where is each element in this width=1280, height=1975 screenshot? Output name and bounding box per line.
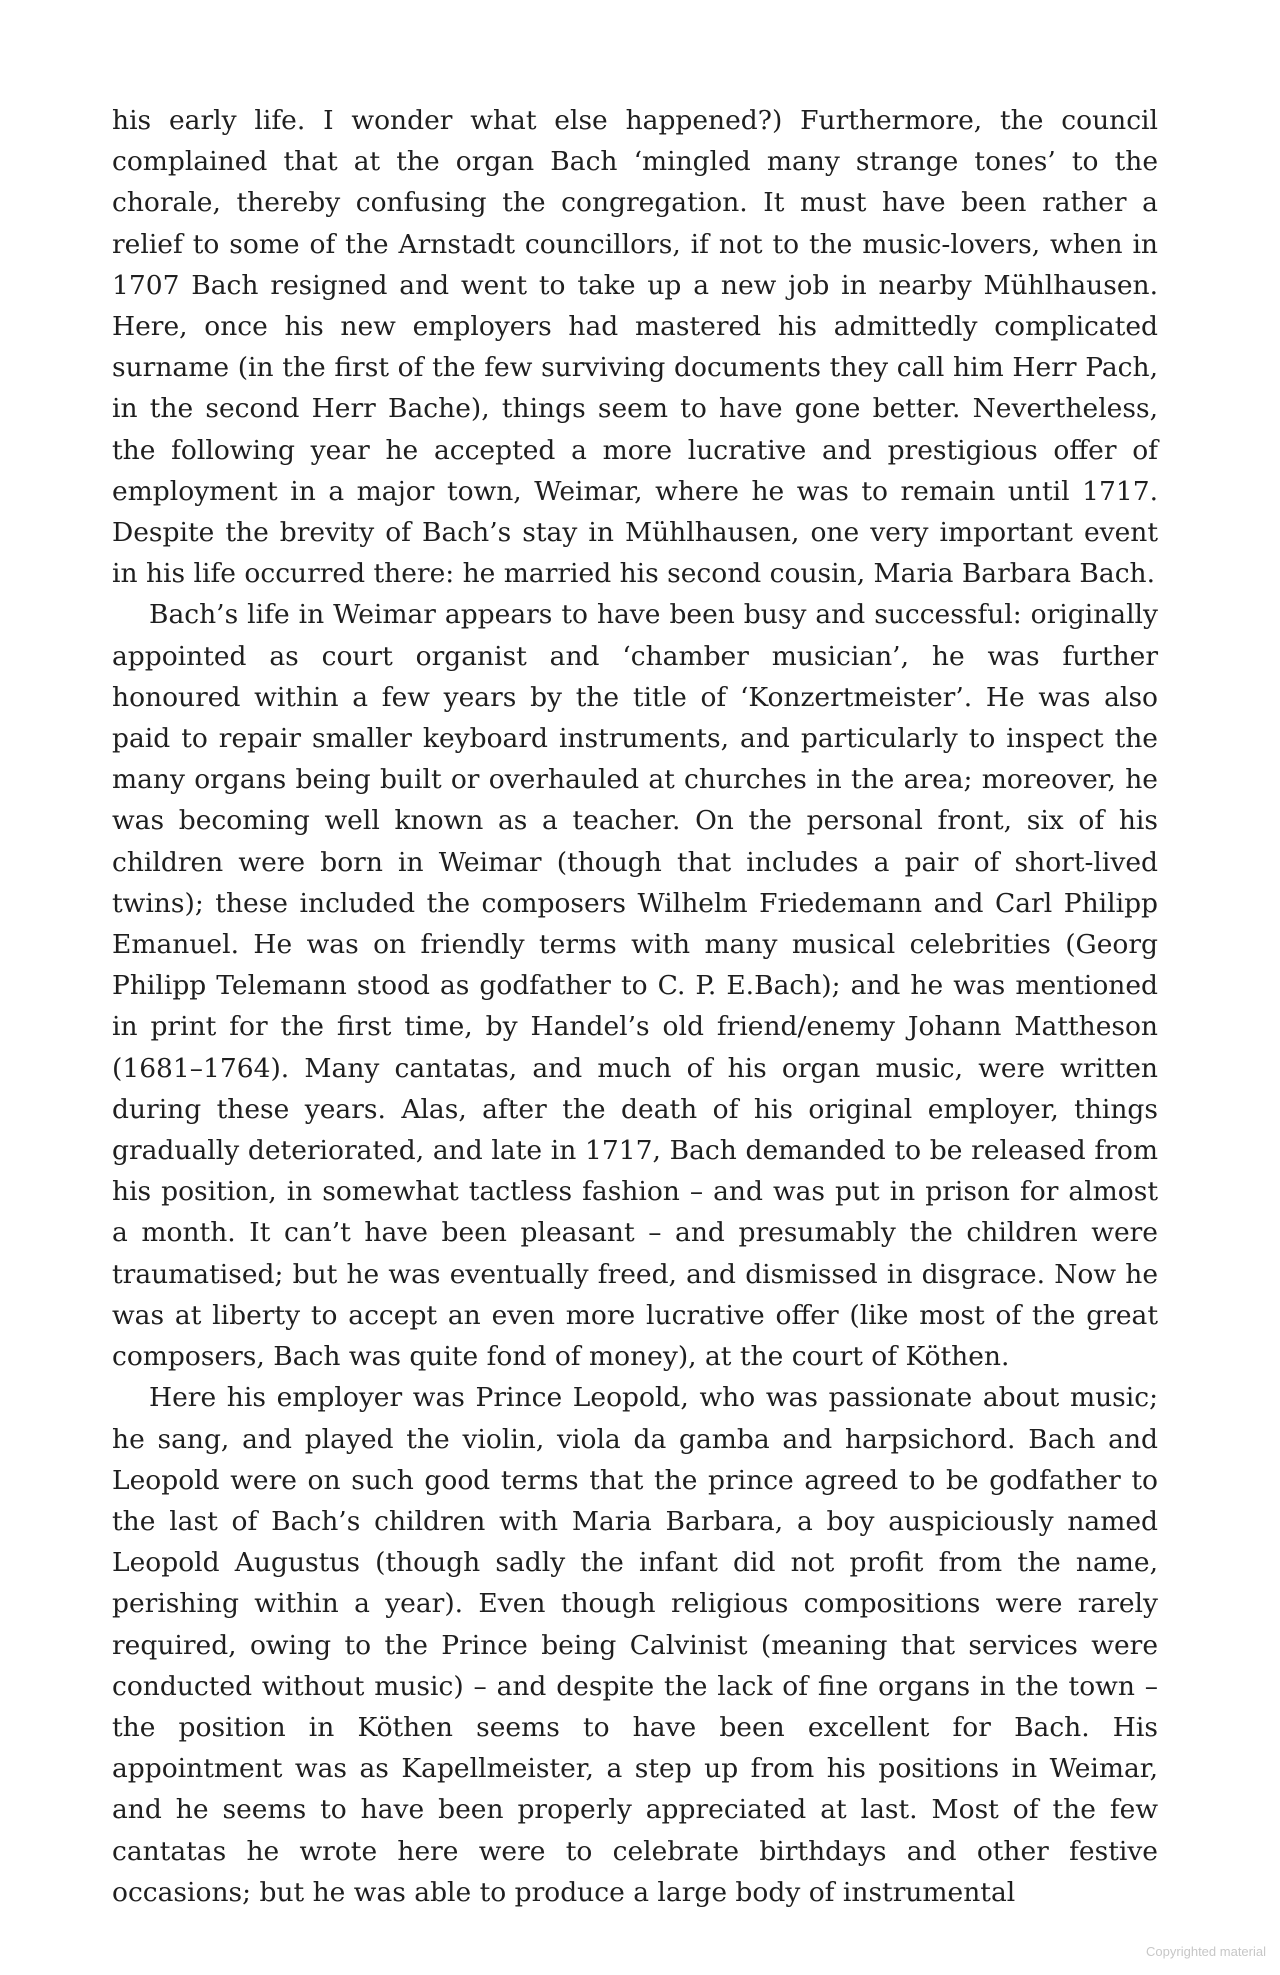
paragraph-kothen: Here his employer was Prince Leopold, who was passionate about music; he sang, and played the violin, viola da gamba and harpsichord. Bach and Leopold were on such good terms that the prince agreed to be godfather to the last of Bach’s children with Maria Barbara, a boy auspiciously named Leopold Augustus (though sadly the infant did not profit from the name, perishing within a year). Even though religious compositions were rarely required, owing to the Prince being Calvinist (meaning that services were conducted without music) – and despite the lack of fine organs in the town – the position in Köthen seems to have been excellent for Bach. His appointment was as Kapellmeister, a step up from his positions in Weimar, and he seems to have been properly appreciated at last. Most of the few cantatas he wrote here were to celebrate birthdays and other festive occasions; but he was able to produce a large body of instrumental [112, 1382, 1158, 1908]
paragraph-weimar: Bach’s life in Weimar appears to have been busy and successful: originally appointed as court organist and ‘chamber musician’, he was further honoured within a few years by the title of ‘Konzertmeister’. He was also paid to repair smaller keyboard instruments, and particularly to inspect the many organs being built or overhauled at churches in the area; moreover, he was becoming well known as a teacher. On the personal front, six of his children were born in Weimar (though that includes a pair of short-lived twins); these included the composers Wilhelm Friedemann and Carl Philipp Emanuel. He was on friendly terms with many musical celebrities (Georg Philipp Telemann stood as godfather to C. P. E.Bach); and he was mentioned in print for the first time, by Handel’s old friend/enemy Johann Mattheson (1681–1764). Many cantatas, and much of his organ music, were written during these years. Alas, after the death of his original employer, things gradually deteriorated, and late in 1717, Bach demanded to be released from his position, in somewhat tactless fashion – and was put in prison for almost a month. It can’t have been pleasant – and presumably the children were traumatised; but he was eventually freed, and dismissed in disgrace. Now he was at liberty to accept an even more lucrative offer (like most of the great composers, Bach was quite fond of money), at the court of Köthen. [112, 599, 1158, 1373]
paragraph-arnstadt-muhlhausen: his early life. I wonder what else happened?) Furthermore, the council complained that at the organ Bach ‘mingled many strange tones’ to the chorale, thereby confusing the congregation. It must have been rather a relief to some of the Arnstadt councillors, if not to the music-lovers, when in 1707 Bach resigned and went to take up a new job in nearby Mühlhausen. Here, once his new employers had mastered his admittedly complicated surname (in the first of the few surviving documents they call him Herr Pach, in the second Herr Bache), things seem to have gone better. Nevertheless, the following year he accepted a more lucrative and prestigious offer of employment in a major town, Weimar, where he was to remain until 1717. Despite the brevity of Bach’s stay in Mühlhausen, one very important event in his life occurred there: he married his second cousin, Maria Barbara Bach. [112, 105, 1158, 590]
copyright-watermark: Copyrighted material [1146, 1944, 1266, 1959]
page-body [112, 100, 1158, 1913]
